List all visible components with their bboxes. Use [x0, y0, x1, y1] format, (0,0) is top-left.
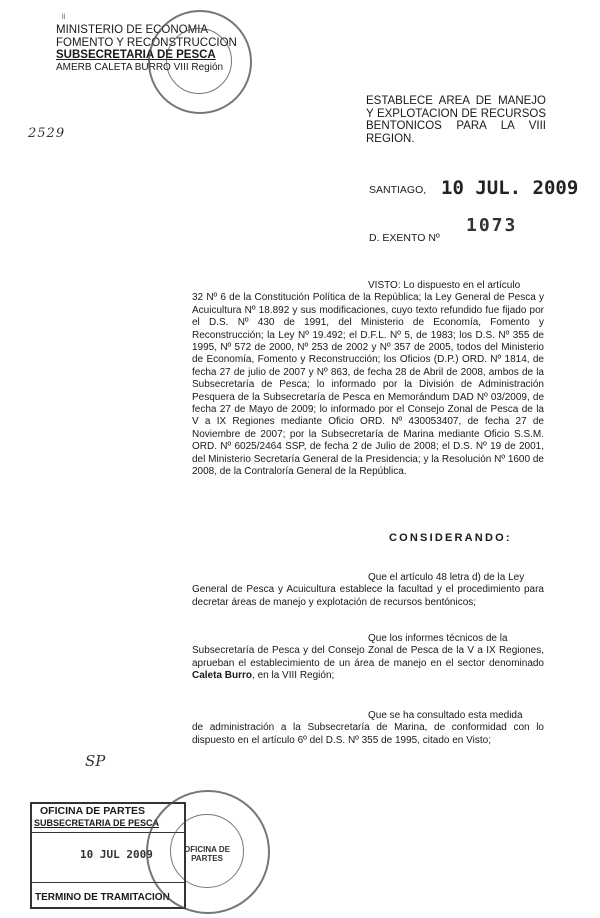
- visto-body: 32 Nº 6 de la Constitución Política de la República; la Ley General de Pesca y Acuicultura Nº 18.892 y sus modificaciones, cuyo texto refundido fue fijado por el D.S. Nº 430 de 1991, del Ministerio de Economía, Fomento y Reconstrucción; la Ley Nº 19.492; el D.F.L. Nº 5, de 1983; los D.S. Nº 355 de 1995, Nº 572 de 2000, Nº 253 de 2002 y Nº 357 de 2005, todos del Ministerio de Economía, Fomento y Reconstrucción; los Oficios (D.P.) ORD. Nº 1814, de fecha 27 de julio de 2007 y Nº 863, de fecha 28 de Abril de 2008, ambos de la Subsecretaría de Pesca; lo informado por la División de Administración Pesquera de la Subsecretaría de Pesca en Memorándum DAD Nº 03/2009, de fecha 27 de Mayo de 2009; lo informado por el Consejo Zonal de Pesca de la V a IX Regiones mediante Oficio ORD. Nº 430053407, de fecha 27 de Noviembre de 2007; por la Subsecretaría de Marina mediante Oficio S.S.M. ORD. Nº 6025/2464 SSP, de fecha 2 de Julio de 2008; el D.S. Nº 19 de 2001, del Ministerio Secretaría General de la Presidencia; y la Resolución Nº 1600 de 2008, de la Contraloría General de la República.: [192, 292, 544, 478]
- date-stamp: 10 JUL. 2009: [441, 177, 579, 199]
- paragraph-3-body: de administración a la Subsecretaría de Marina, de conformidad con lo dispuesto en el artículo 6º del D.S. Nº 355 de 1995, citado en Visto;: [192, 722, 544, 746]
- visto-paragraph: [192, 280, 544, 479]
- paragraph-2-bold: Caleta Burro: [192, 670, 253, 682]
- stamp-footer: TERMINO DE TRAMITACION: [35, 892, 170, 903]
- considerando-paragraph-2: [192, 633, 544, 683]
- handwritten-initials: SP: [85, 752, 106, 770]
- handwritten-number: 2529: [28, 126, 66, 141]
- considerando-paragraph-1: [192, 572, 544, 609]
- stamp-title: OFICINA DE PARTES: [40, 805, 146, 817]
- considerando-heading: CONSIDERANDO:: [389, 532, 512, 544]
- paragraph-2-body-a: Subsecretaría de Pesca y del Consejo Zonal de Pesca de la V a IX Regiones, aprueban el establecimiento de un área de manejo en el sector denominado: [192, 645, 544, 669]
- paragraph-2-body: [192, 645, 544, 682]
- paragraph-1-body: General de Pesca y Acuicultura establece la facultad y el procedimiento para decretar áreas de manejo y explotación de recursos bentónicos;: [192, 584, 544, 608]
- paragraph-1-first-line: Que el artículo 48 letra d) de la Ley: [368, 572, 525, 583]
- decree-label: D. EXENTO Nº: [369, 232, 440, 244]
- corner-mark: ll: [62, 14, 66, 21]
- place-label: SANTIAGO,: [369, 184, 427, 196]
- official-seal-top-inner: [166, 28, 232, 94]
- reference-line: AMERB CALETA BURRO VIII Región: [56, 61, 224, 73]
- seal-center-text: OFICINA DE PARTES: [184, 845, 230, 863]
- visto-first-line: VISTO: Lo dispuesto en el artículo: [368, 280, 521, 291]
- considerando-paragraph-3: [192, 710, 544, 747]
- stamp-date: 10 JUL 2009: [80, 848, 153, 861]
- paragraph-3-first-line: Que se ha consultado esta medida: [368, 710, 523, 721]
- paragraph-2-body-b: , en la VIII Región;: [252, 670, 335, 682]
- decree-number: 1073: [466, 215, 518, 236]
- ministry-line-2: FOMENTO Y RECONSTRUCCION: [56, 36, 237, 49]
- subsecretaria-line: SUBSECRETARIA DE PESCA: [56, 49, 216, 61]
- paragraph-2-first-line: Que los informes técnicos de la: [368, 633, 508, 644]
- ministry-line: MINISTERIO DE ECONOMIA: [56, 24, 209, 36]
- decree-title: ESTABLECE AREA DE MANEJO Y EXPLOTACION DE RECURSOS BENTONICOS PARA LA VIII REGION.: [366, 95, 546, 145]
- stamp-subtitle: SUBSECRETARIA DE PESCA: [34, 818, 160, 828]
